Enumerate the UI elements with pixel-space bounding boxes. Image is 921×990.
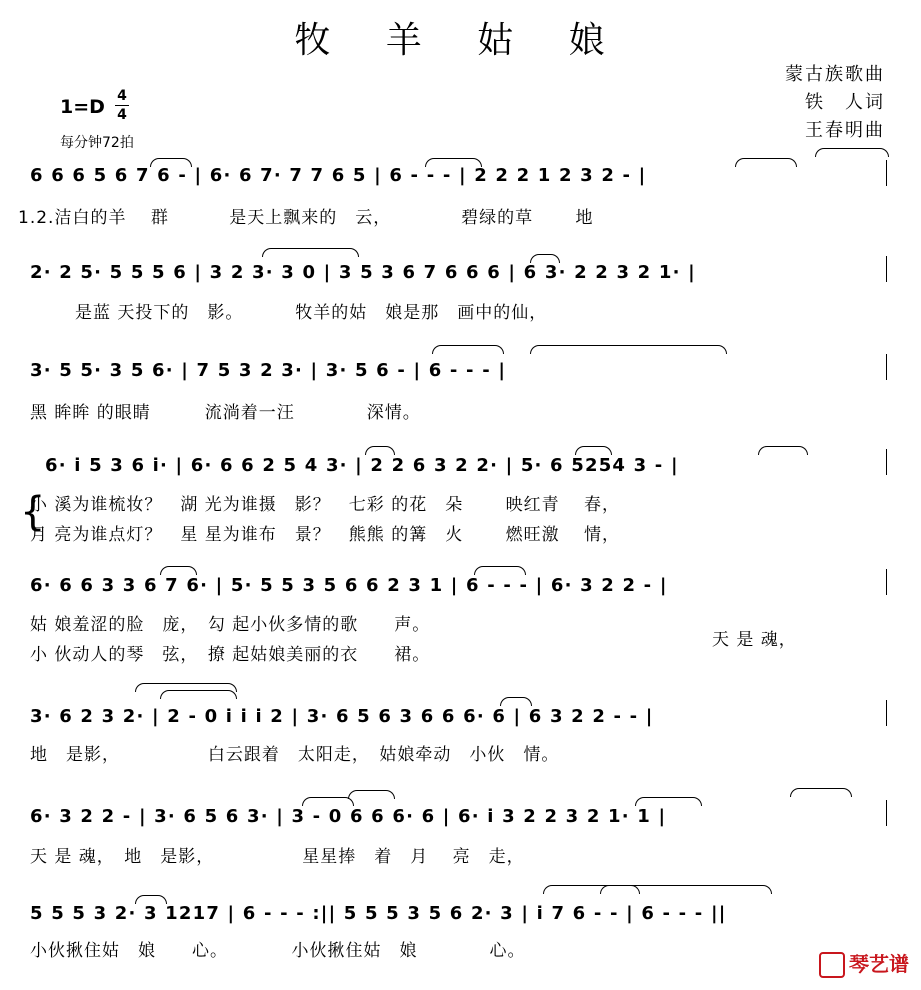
slur-mark (500, 697, 532, 706)
slur-mark (348, 790, 395, 799)
logo-icon (819, 952, 845, 978)
slur-mark (302, 797, 354, 806)
slur-mark (432, 345, 504, 354)
slur-mark (575, 446, 612, 455)
slur-mark (635, 797, 702, 806)
slur-mark (790, 788, 852, 797)
slur-mark (474, 566, 526, 575)
slur-mark (758, 446, 808, 455)
notation-row-2: 2· 2 5· 5 5 5 6 | 3 2 3· 3 0 | 3 5 3 6 7 6 6 6 | 6 3· 2 2 3 2 1· | (30, 262, 696, 283)
time-signature (115, 88, 129, 123)
slur-mark (600, 885, 772, 894)
notation-row-1: 6 6 6 5 6 7 6 - | 6· 6 7· 7 7 6 5 | 6 - - - | 2 2 2 1 2 3 2 - | (30, 165, 647, 186)
notation-row-3: 3· 5 5· 3 5 6· | 7 5 3 2 3· | 3· 5 6 - | 6 - - - | (30, 360, 507, 381)
notation-row-4: 6· i 5 3 6 i· | 6· 6 6 2 5 4 3· | 2 2 6 3 2 2· | 5· 6 5254 3 - | (45, 455, 679, 476)
slur-mark (815, 148, 889, 157)
lyric-row-2: 是蓝 天投下的 影。 牧羊的姑 娘是那 画中的仙， (75, 303, 548, 323)
time-signature-bottom: 4 (117, 107, 127, 123)
barline (886, 449, 887, 475)
time-signature-divider (115, 105, 129, 106)
slur-mark (530, 345, 727, 354)
slur-mark (160, 690, 237, 699)
barline (886, 160, 887, 186)
lyric-row-8: 小伙揪住姑 娘 心。 小伙揪住姑 娘 心。 (30, 941, 526, 961)
lyric-row-5-refrain: 天 是 魂， (712, 630, 797, 650)
credit-origin: 蒙古族歌曲 (785, 64, 885, 85)
credit-lyricist: 铁 人词 (805, 92, 885, 113)
slur-mark (735, 158, 797, 167)
lyric-row-4-verse-2: 月 亮为谁点灯？ 星 星为谁布 景？ 熊熊 的篝 火 燃旺激 情， (30, 525, 621, 545)
slur-mark (425, 158, 482, 167)
lyric-row-3: 黑 眸眸 的眼睛 流淌着一汪 深情。 (30, 403, 421, 423)
tempo-marking: 每分钟72拍 (60, 135, 134, 151)
lyric-row-7: 天 是 魂， 地 是影， 星星捧 着 月 亮 走， (30, 847, 525, 867)
credit-composer: 王春明曲 (805, 120, 885, 141)
lyric-row-4-verse-1: 小 溪为谁梳妆？ 湖 光为谁摄 影？ 七彩 的花 朵 映红青 春， (30, 495, 621, 515)
barline (886, 700, 887, 726)
barline (886, 569, 887, 595)
notation-row-6: 3· 6 2 3 2· | 2 - 0 i i i 2 | 3· 6 5 6 3 6 6 6· 6 | 6 3 2 2 - - | (30, 706, 654, 727)
lyric-row-5-verse-1: 姑 娘羞涩的脸 庞， 勾 起小伙多情的歌 声。 (30, 615, 431, 635)
time-signature-top: 4 (117, 88, 127, 104)
page-title: 牧 羊 姑 娘 (294, 20, 627, 61)
watermark-logo (819, 948, 909, 979)
slur-mark (365, 446, 395, 455)
barline (886, 800, 887, 826)
slur-mark (262, 248, 359, 257)
key-signature: 1=D (60, 96, 105, 118)
notation-row-8: 5 5 5 3 2· 3 1217 | 6 - - - :|| 5 5 5 3 5 6 2· 3 | i 7 6 - - | 6 - - - || (30, 903, 727, 924)
lyric-row-6: 地 是影， 白云跟着 太阳走， 姑娘牵动 小伙 情。 (30, 745, 560, 765)
slur-mark (530, 254, 560, 263)
barline (886, 354, 887, 380)
notation-row-7: 6· 3 2 2 - | 3· 6 5 6 3· | 3 - 0 6 6 6· 6 | 6· i 3 2 2 3 2 1· 1 | (30, 806, 667, 827)
lyric-row-5-verse-2: 小 伙动人的琴 弦， 撩 起姑娘美丽的衣 裙。 (30, 645, 431, 665)
lyric-row-1: 1.2.洁白的羊 群 是天上飘来的 云， 碧绿的草 地 (18, 208, 594, 228)
slur-mark (135, 895, 167, 904)
slur-mark (150, 158, 192, 167)
barline (886, 256, 887, 282)
watermark-text: 琴艺谱 (849, 951, 909, 976)
notation-row-5: 6· 6 6 3 3 6 7 6· | 5· 5 5 3 5 6 6 2 3 1 | 6 - - - | 6· 3 2 2 - | (30, 575, 668, 596)
slur-mark (160, 566, 197, 575)
verse-brace: { (20, 489, 46, 535)
